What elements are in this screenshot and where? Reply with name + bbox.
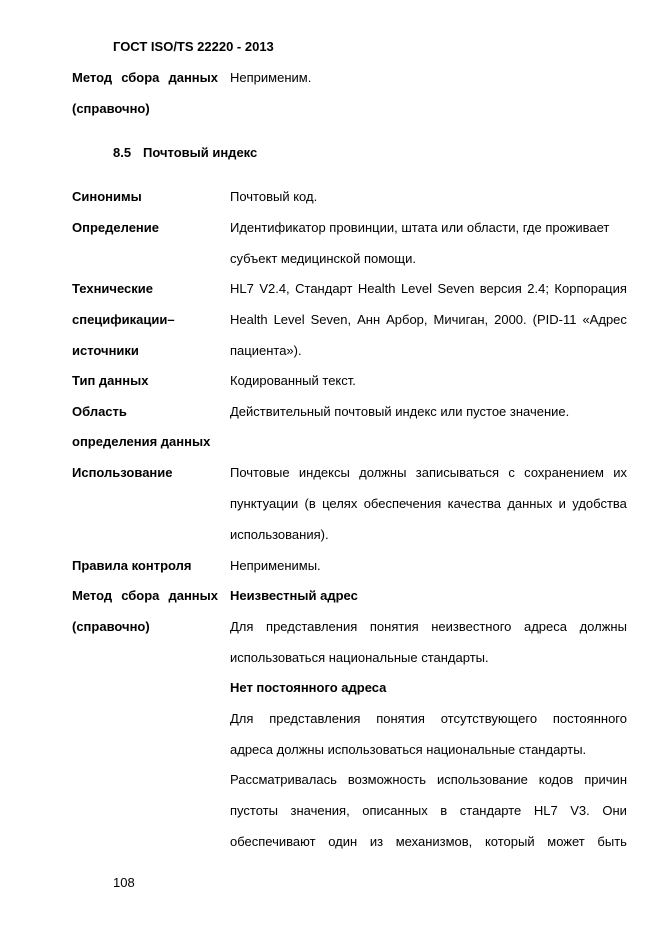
label-domain-1: Область <box>72 404 127 419</box>
unknown-address-line1: Для представления понятия неизвестного адреса должны <box>230 619 627 634</box>
label-usage: Использование <box>72 465 173 480</box>
document-header: ГОСТ ISO/TS 22220 - 2013 <box>113 39 274 54</box>
value-usage-line3: использования). <box>230 527 329 542</box>
label-validation: Правила контроля <box>72 558 192 573</box>
value-validation: Неприменимы. <box>230 558 321 573</box>
label-definition: Определение <box>72 220 160 235</box>
value-tech-spec-line2: Health Level Seven, Анн Арбор, Мичиган, 2000. (PID-11 «Адрес <box>230 312 627 327</box>
section-title: Почтовый индекс <box>143 145 258 160</box>
value-definition-line1: Идентификатор провинции, штата или области, где проживает <box>230 220 610 235</box>
label-reference-top: (справочно) <box>72 101 150 116</box>
value-usage-line1: Почтовые индексы должны записываться с сохранением их <box>230 465 627 480</box>
label-collection-method-top: Метод сбора данных <box>72 70 218 85</box>
label-collection-method: Метод сбора данных <box>72 588 218 603</box>
value-domain: Действительный почтовый индекс или пустое значение. <box>230 404 570 419</box>
value-tech-spec-line3: пациента»). <box>230 343 302 358</box>
label-tech-spec-2: спецификации– <box>72 312 175 327</box>
no-fixed-address-heading: Нет постоянного адреса <box>230 680 387 695</box>
unknown-address-line2: использоваться национальные стандарты. <box>230 650 489 665</box>
no-fixed-address-line2: адреса должны использоваться национальные стандарты. <box>230 742 587 757</box>
label-synonyms: Синонимы <box>72 189 142 204</box>
section-heading <box>113 145 257 160</box>
value-collection-method-top: Неприменим. <box>230 70 312 85</box>
paragraph-null-flavor-line3: обеспечивают один из механизмов, который может быть <box>230 834 627 849</box>
label-data-type: Тип данных <box>72 373 149 388</box>
value-definition-line2: субъект медицинской помощи. <box>230 251 416 266</box>
unknown-address-heading: Неизвестный адрес <box>230 588 358 603</box>
page-number: 108 <box>113 875 135 890</box>
no-fixed-address-line1: Для представления понятия отсутствующего постоянного <box>230 711 627 726</box>
paragraph-null-flavor-line2: пустоты значения, описанных в стандарте HL7 V3. Они <box>230 803 627 818</box>
label-domain-2: определения данных <box>72 434 211 449</box>
label-tech-spec-1: Технические <box>72 281 153 296</box>
label-reference: (справочно) <box>72 619 150 634</box>
value-tech-spec-line1: HL7 V2.4, Стандарт Health Level Seven версия 2.4; Корпорация <box>230 281 627 296</box>
value-synonyms: Почтовый код. <box>230 189 318 204</box>
section-number: 8.5 <box>113 145 132 160</box>
label-tech-spec-3: источники <box>72 343 139 358</box>
paragraph-null-flavor-line1: Рассматривалась возможность использование кодов причин <box>230 772 627 787</box>
value-usage-line2: пунктуации (в целях обеспечения качества данных и удобства <box>230 496 627 511</box>
value-data-type: Кодированный текст. <box>230 373 356 388</box>
